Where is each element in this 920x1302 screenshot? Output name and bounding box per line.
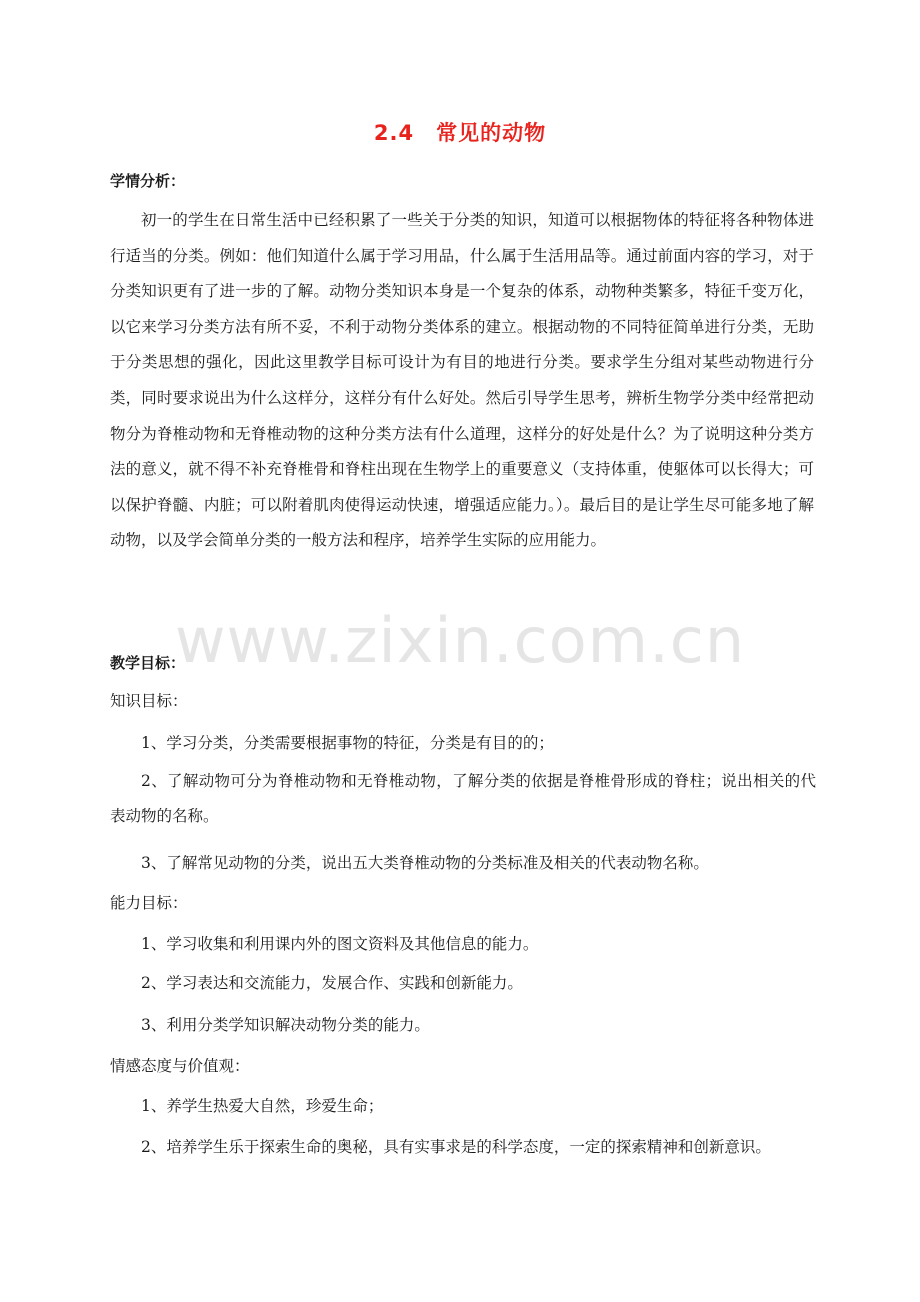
section-heading-learning-analysis: 学情分析： [110,172,186,190]
section-heading-teaching-goals: 教学目标： [110,654,186,672]
emotion-goal-item: 2、培养学生乐于探索生命的奥秘，具有实事求是的科学态度，一定的探索精神和创新意识。 [141,1138,771,1156]
knowledge-goals-label: 知识目标： [110,692,188,710]
watermark: www.zixin.com.cn [174,604,746,677]
learning-analysis-paragraph: 初一的学生在日常生活中已经积累了一些关于分类的知识，知道可以根据物体的特征将各种物体进行适当的分类。例如：他们知道什么属于学习用品，什么属于生活用品等。通过前面内容的学习，对于分类知识更有了进一步的了解。动物分类知识本身是一个复杂的体系，动物种类繁多，特征千变万化，以它来学习分类方法有所不妥，不利于动物分类体系的建立。根据动物的不同特征简单进行分类，无助于分类思想的强化，因此这里教学目标可设计为有目的地进行分类。要求学生分组对某些动物进行分类，同时要求说出为什么这样分，这样分有什么好处。然后引导学生思考，辨析生物学分类中经常把动物分为脊椎动物和无脊椎动物的这种分类方法有什么道理，这样分的好处是什么？为了说明这种分类方法的意义，就不得不补充脊椎骨和脊柱出现在生物学上的重要意义（支持体重，使躯体可以长得大；可以保护脊髓、内脏；可以附着肌肉使得运动快速，增强适应能力。）。最后目的是让学生尽可能多地了解动物，以及学会简单分类的一般方法和程序，培养学生实际的应用能力。 [110,211,814,550]
ability-goal-item: 3、利用分类学知识解决动物分类的能力。 [141,1016,430,1034]
document-title: 2.4 常见的动物 [373,121,547,145]
knowledge-goal-item: 3、了解常见动物的分类，说出五大类脊椎动物的分类标准及相关的代表动物名称。 [141,854,709,872]
ability-goal-item: 1、学习收集和利用课内外的图文资料及其他信息的能力。 [141,935,539,953]
ability-goals-label: 能力目标： [110,894,188,912]
knowledge-goal-item: 2、了解动物可分为脊椎动物和无脊椎动物，了解分类的依据是脊椎骨形成的脊柱；说出相关的代表动物的名称。 [110,772,816,825]
ability-goal-item: 2、学习表达和交流能力，发展合作、实践和创新能力。 [141,974,523,992]
emotion-goal-item: 1、养学生热爱大自然，珍爱生命； [141,1097,384,1115]
emotion-goals-label: 情感态度与价值观： [110,1057,250,1075]
knowledge-goal-item: 1、学习分类，分类需要根据事物的特征，分类是有目的的； [141,734,554,752]
